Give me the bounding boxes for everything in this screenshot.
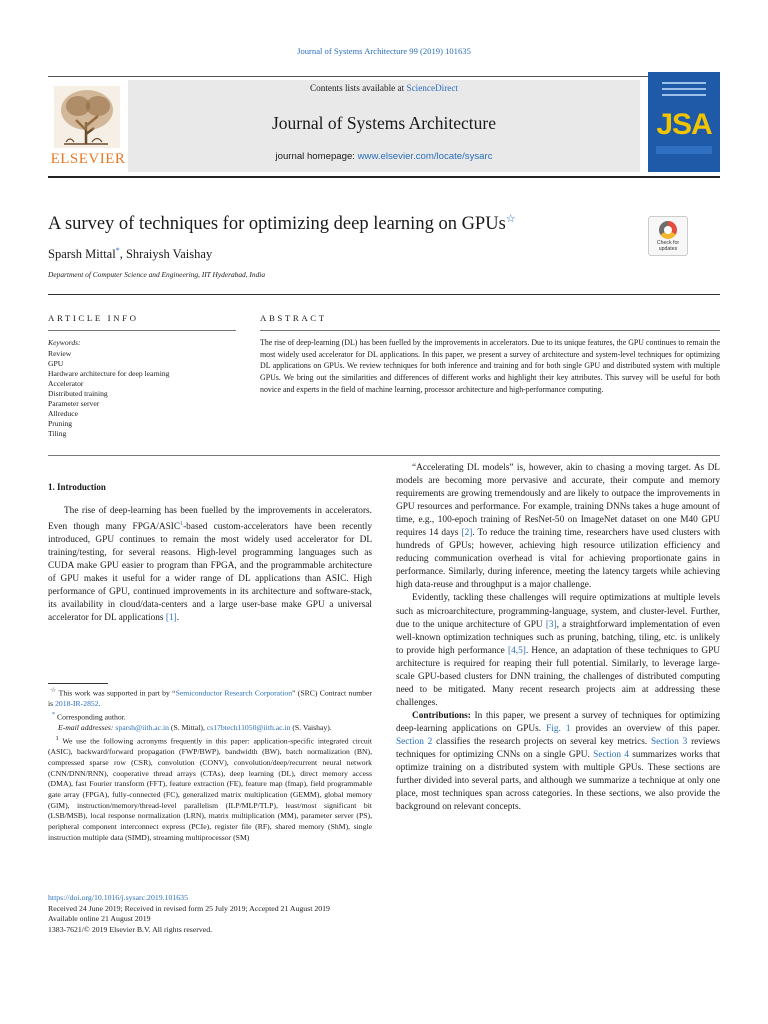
text-span: ” (SRC) Contract number is <box>48 688 372 709</box>
citation-ref-2[interactable]: [2] <box>461 528 473 539</box>
abstract-rule <box>260 330 720 331</box>
text-span: (S. Mittal), <box>169 723 207 733</box>
elsevier-wordmark: ELSEVIER <box>50 151 126 167</box>
author-2: Shraiysh Vaishay <box>125 247 213 262</box>
email-link-2[interactable]: cs17btech11050@iith.ac.in <box>206 723 291 733</box>
text-span: . Hence, an adaptation of these techniques to GPU architecture is required for reaping their full potential. Similarly, to leverage large-scale GPU-based clusters for DNN training, the challenges of distributed computing need to be mitigated. Many recent research projects aim at addressing these challenges. <box>396 645 720 708</box>
text-span: This work was supported in part by “ <box>56 688 176 698</box>
sciencedirect-link[interactable]: ScienceDirect <box>406 83 458 93</box>
homepage-prefix: journal homepage: <box>275 151 358 162</box>
publication-footer <box>48 893 330 935</box>
text-span: classifies the research projects on several key metrics. <box>432 736 651 747</box>
title-footnote-mark[interactable]: ☆ <box>505 213 516 225</box>
intro-paragraph-2 <box>396 462 720 592</box>
contributions-paragraph <box>396 710 720 814</box>
abstract-bottom-rule <box>48 455 720 456</box>
cover-bar <box>656 146 712 154</box>
text-span: The rise of deep-learning has been fuelled by the improvements in accelerators. Even though many FPGA/ASIC <box>48 506 372 533</box>
author-1: Sparsh Mittal <box>48 247 116 262</box>
text-span: . To reduce the training time, researchers have used clusters with hundreds of GPUs; however, achieving high resource utilization efficiency and reducing communication overhead is vital for achieving proportionate gains in performance. Similarly, during inference, meeting the latency targets while achieving high data-reuse and throughput is a major challenge. <box>396 528 720 591</box>
text-span: -based custom-accelerators have been recently introduced, GPU continues to remain the most widely used accelerator for DL training/testing, for several reasons. High-level programming languages such as CUDA make GPU easier to program than FPGA, and the programmable architecture of GPU makes it useful for a wider range of DL applications than ASIC. High performance of GPU, continued improvements in its architecture and software-stack, its availability in cloud/data-centers and a large user-base make GPU a universal accelerator for DL applications <box>48 522 372 624</box>
text-span: reviews techniques for optimizing CNNs on a single GPU. <box>396 736 720 761</box>
header-bottom-rule <box>48 176 720 178</box>
abstract-heading: ABSTRACT <box>260 313 327 323</box>
text-span: We use the following acronyms frequently in this paper: application-specific integrated circuit (ASIC), backward/forward propagation (FWP/BWP), bandwidth (BW), batch normalization (BN), compressed sparse row (CSR), convolution (CONV), convolution/deep/recurrent neural network (CNN/DNN/RNN), cooperative thread arrays (CTAs), deep learning (DL), direct memory access (DMA), fast Fourier transform (FFT), feature extraction (FE), feature map (fmap), field programmable gate array (FPGA), fully-connected (FC), generalized matrix multiplication (GEMM), global memory (GlM), instruction/memory/thread-level parallelism (ILP/MLP/TLP), least/most significant bit (LSB/MSB), local response normalization (LRN), matrix multiplication (MM), parameter server (PS), peripheral component interconnect express (PCIe), register file (RF), shared memory (ShM), single instruction multiple data (SIMD), streaming multiprocessor (SM) <box>48 736 372 842</box>
footnote-1 <box>48 734 372 844</box>
paper-title <box>48 212 608 235</box>
available-online: Available online 21 August 2019 <box>48 914 151 924</box>
text-span: . <box>176 613 180 624</box>
corresponding-footnote-mark: * <box>51 710 56 718</box>
text-span: . <box>98 699 101 709</box>
received-dates: Received 24 June 2019; Received in revised form 25 July 2019; Accepted 21 August 2019 <box>48 903 330 913</box>
text-span: Corresponding author. <box>55 712 126 722</box>
author-separator: , <box>119 247 126 262</box>
footnote-star-mark: ☆ <box>50 687 57 694</box>
journal-title: Journal of Systems Architecture <box>271 113 497 133</box>
abstract-text: The rise of deep-learning (DL) has been fuelled by the improvements in accelerators. Due to its unique features, the GPU continues to remain the most widely used accelerator for DL applications. In this paper, we present a survey of architecture and system-level techniques for optimizing DL applications on GPUs. We review techniques for both inference and training and for both single GPU and distributed system with multiple GPUs. We bring out the similarities and differences of different works and highlight their key attributes. This survey will be useful for both novice and experts in the field of machine learning, processor architecture and high-performance computing. <box>260 338 720 394</box>
text-span: , a straightforward implementation of even well-known optimization techniques such as pruning, batching, tiling, etc. is unlikely to provide high performance <box>396 619 720 656</box>
text-span: In this paper, we present a survey of techniques for optimizing deep-learning applications on GPUs. <box>396 710 720 734</box>
title-divider <box>48 294 720 295</box>
homepage-link[interactable]: www.elsevier.com/locate/sysarc <box>357 151 493 162</box>
affiliation: Department of Computer Science and Engineering, IIT Hyderabad, India <box>48 270 266 279</box>
contributions-label: Contributions: <box>412 710 471 721</box>
intro-paragraph-1 <box>48 505 372 626</box>
src-link[interactable]: Semiconductor Research Corporation <box>175 688 293 698</box>
journal-citation[interactable]: Journal of Systems Architecture 99 (2019) 101635 <box>297 46 471 56</box>
corresponding-mark[interactable]: * <box>115 246 120 255</box>
left-column <box>48 505 372 626</box>
keyword-item: Review <box>48 349 72 358</box>
keyword-item: Distributed training <box>48 389 108 398</box>
keyword-item: Tiling <box>48 429 67 438</box>
footnote-1-ref[interactable]: 1 <box>180 521 184 528</box>
keywords-list <box>48 349 236 439</box>
article-info-heading: ARTICLE INFO <box>48 313 139 323</box>
keyword-item: Accelerator <box>48 379 84 388</box>
article-info-rule <box>48 330 236 331</box>
footnote-rule <box>48 683 108 684</box>
doi-link[interactable]: https://doi.org/10.1016/j.sysarc.2019.101635 <box>48 893 188 902</box>
section-4-ref[interactable]: Section 4 <box>593 750 629 761</box>
contents-line <box>128 83 640 93</box>
paper-title-text: A survey of techniques for optimizing deep learning on GPUs <box>48 214 506 235</box>
text-span: (S. Vaishay). <box>290 723 332 733</box>
keyword-item: Pruning <box>48 419 73 428</box>
intro-paragraph-3 <box>396 592 720 709</box>
keywords-label: Keywords: <box>48 338 81 347</box>
footnote-star <box>48 686 372 710</box>
copyright: 1383-7621/© 2019 Elsevier B.V. All rights reserved. <box>48 924 213 934</box>
right-column <box>396 462 720 814</box>
section-3-ref[interactable]: Section 3 <box>650 736 688 747</box>
footnote-emails <box>48 723 372 734</box>
footnote-1-mark: 1 <box>55 734 59 742</box>
footnote-corresponding <box>48 710 372 723</box>
text-span: Evidently, tackling these challenges will require optimizations at multiple levels such as microarchitecture, programming-language, system, and cluster-level. Further, due to the unique architecture of GPU <box>396 593 720 630</box>
text-span: summarizes works that optimize training on a distributed system with multiple GPUs. These sections are further divided into several parts, and although we summarize a technique at only one place, most techniques span across categories. In these sections, we also provide the background on relevant concepts. <box>396 750 720 813</box>
check-updates-icon <box>659 221 677 239</box>
email-label: E-mail addresses: <box>58 723 116 733</box>
text-span: provides an overview of this paper. <box>570 723 721 734</box>
cover-jsa-text: JSA <box>656 108 712 141</box>
figure-1-ref[interactable]: Fig. 1 <box>546 723 571 734</box>
email-link-1[interactable]: sparsh@iith.ac.in <box>115 723 169 733</box>
header-top-rule <box>48 76 720 77</box>
journal-cover-image[interactable] <box>648 72 720 172</box>
text-span: “Accelerating DL models” is, however, akin to chasing a moving target. As DL models are becoming more pervasive and accurate, their compute and memory requirements are growing tremendously and are likely to outpace the improvements in GPU resources and performance. For example, training DNNs takes a huge amount of time, e.g., 100-epoch training of ResNet-50 on ImageNet dataset on one M40 GPU requires 14 days <box>396 463 720 539</box>
check-updates-label: Check for updates <box>656 240 680 252</box>
citation-ref-3[interactable]: [3] <box>545 619 557 630</box>
introduction-heading: 1. Introduction <box>48 482 106 492</box>
contents-prefix: Contents lists available at <box>310 83 407 93</box>
contract-link[interactable]: 2018-IR-2852 <box>55 699 99 709</box>
section-2-ref[interactable]: Section 2 <box>396 736 433 747</box>
keyword-item: Allreduce <box>48 409 78 418</box>
journal-homepage <box>128 151 640 162</box>
citation-ref-1[interactable]: [1] <box>165 613 177 624</box>
footnotes <box>48 686 372 844</box>
keyword-item: Hardware architecture for deep learning <box>48 369 170 378</box>
check-for-updates-badge[interactable] <box>648 216 688 256</box>
keyword-item: GPU <box>48 359 64 368</box>
keyword-item: Parameter server <box>48 399 100 408</box>
cover-text-lines <box>654 78 714 106</box>
citation-ref-4-5[interactable]: [4,5] <box>508 645 526 656</box>
author-list <box>48 246 212 262</box>
